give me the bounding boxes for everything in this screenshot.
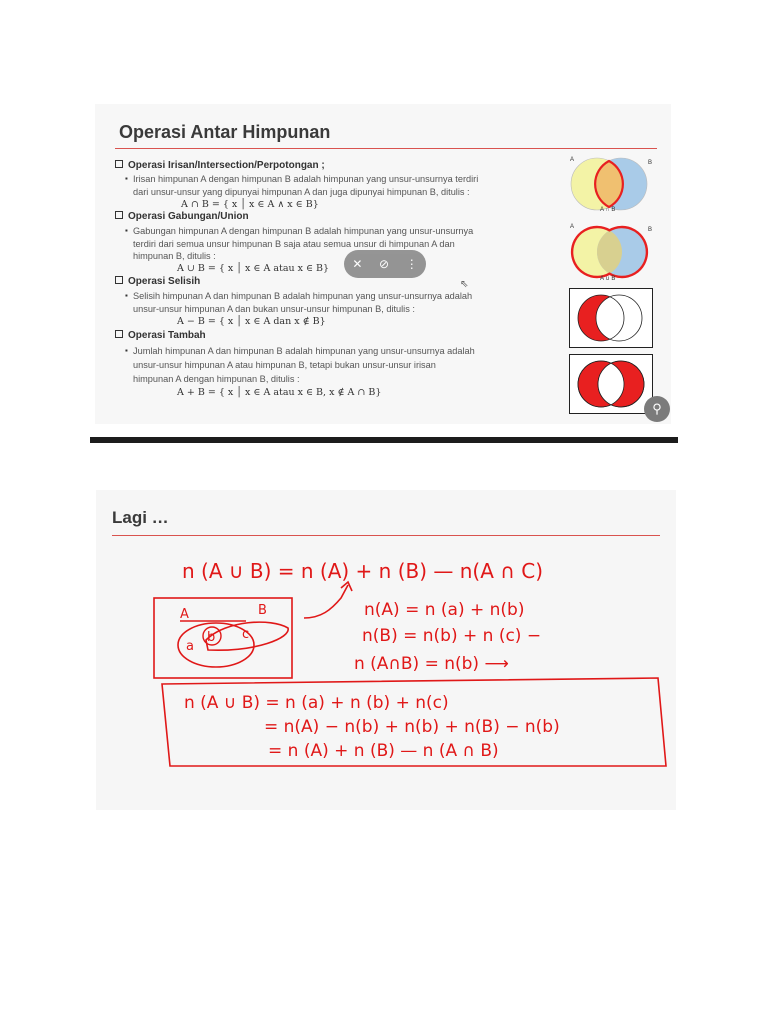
hw-arrow [304,585,348,618]
hw-label-b: B [258,603,267,618]
checkbox-bullet-icon [115,330,123,338]
more-options-icon[interactable]: ⋮ [405,257,418,271]
slide2-title: Lagi … [112,508,169,527]
venn-label-a: A [570,224,575,230]
slide1-title: Operasi Antar Himpunan [119,122,331,142]
handwritten-notes [96,490,676,810]
section-heading-union: Operasi Gabungan/Union [115,211,249,222]
hw-line-4: n (A∩B) = n(b) ⟶ [354,654,509,674]
checkbox-bullet-icon [115,160,123,168]
zoom-magnifier-button[interactable] [644,396,670,422]
square-bullet-icon: ▪ [125,291,128,300]
checkbox-bullet-icon [115,211,123,219]
section-heading-difference: Operasi Selisih [115,276,200,287]
hw-region-a: a [186,639,194,654]
square-bullet-icon: ▪ [125,174,128,183]
mute-mic-icon[interactable]: ✕ [352,257,363,271]
hw-region-b: b [207,630,216,645]
section-text-union: ▪ Gabungan himpunan A dengan himpunan B adalah himpunan yang unsur-unsurnya terdiri dari semua unsur himpunan B saja atau semua unsur di himpunan A dan himpunan B, ditulis : [125,226,474,261]
section-heading-intersection: Operasi Irisan/Intersection/Perpotongan ; [115,160,325,171]
formula-sum: A + B = { x │ x ∈ A atau x ∈ B, x ∉ A ∩ B} [177,387,382,398]
square-bullet-icon: ▪ [125,226,128,235]
venn-label-a: A [570,157,575,163]
hw-line-5: n (A ∪ B) = n (a) + n (b) + n(c) [184,693,449,713]
section-heading-sum: Operasi Tambah [115,330,206,341]
venn-caption-intersection: A ∩ B [600,207,616,213]
formula-intersection: A ∩ B = { x │ x ∈ A ∧ x ∈ B} [181,199,319,210]
checkbox-bullet-icon [115,276,123,284]
slide-bottom-bar [90,437,678,443]
venn-difference-diagram [569,288,653,348]
venn-label-b: B [648,160,653,166]
title-underline [115,148,657,149]
hw-label-a: A [180,607,189,622]
magnifier-icon: ⚲ [652,401,662,416]
slide-lagi [96,490,676,810]
venn-caption-union: A ∪ B [600,276,616,282]
section-text-intersection: ▪ Irisan himpunan A dengan himpunan B adalah himpunan yang unsur-unsurnya terdiri dari unsur-unsur yang dipunyai himpunan A dan juga dipunyai himpunan B, ditulis : [125,174,479,197]
hw-region-c: c [242,627,250,642]
section-text-difference: ▪ Selisih himpunan A dan himpunan B adalah himpunan yang unsur-unsurnya adalah unsur-unsur himpunan A dan bukan unsur-unsur himpunan B, ditulis : [125,291,473,314]
mouse-cursor-icon: ⇖ [460,279,469,290]
formula-difference: A − B = { x │ x ∈ A dan x ∉ B} [177,316,326,327]
hw-line-2: n(A) = n (a) + n(b) [364,600,525,620]
section-text-sum: ▪ Jumlah himpunan A dan himpunan B adalah himpunan yang unsur-unsurnya adalah unsur-unsur himpunan A atau himpunan B, tetapi bukan unsur-unsur irisan himpunan A dengan himpunan B, ditulis : [125,346,475,384]
hw-line-3: n(B) = n(b) + n (c) − [362,626,542,646]
venn-symmetric-difference-diagram [569,354,653,414]
formula-union: A ∪ B = { x │ x ∈ A atau x ∈ B} [177,263,330,274]
hw-line-6: = n(A) − n(b) + n(b) + n(B) − n(b) [264,717,560,737]
hw-line-1: n (A ∪ B) = n (A) + n (B) — n(A ∩ C) [182,559,544,583]
hw-line-7: = n (A) + n (B) — n (A ∩ B) [268,741,499,761]
venn-label-b: B [648,227,653,233]
slide-operasi-antar-himpunan [95,104,671,424]
square-bullet-icon: ▪ [125,346,128,355]
mute-speaker-icon[interactable]: ⊘ [379,257,390,271]
media-toolbar[interactable] [344,250,426,278]
